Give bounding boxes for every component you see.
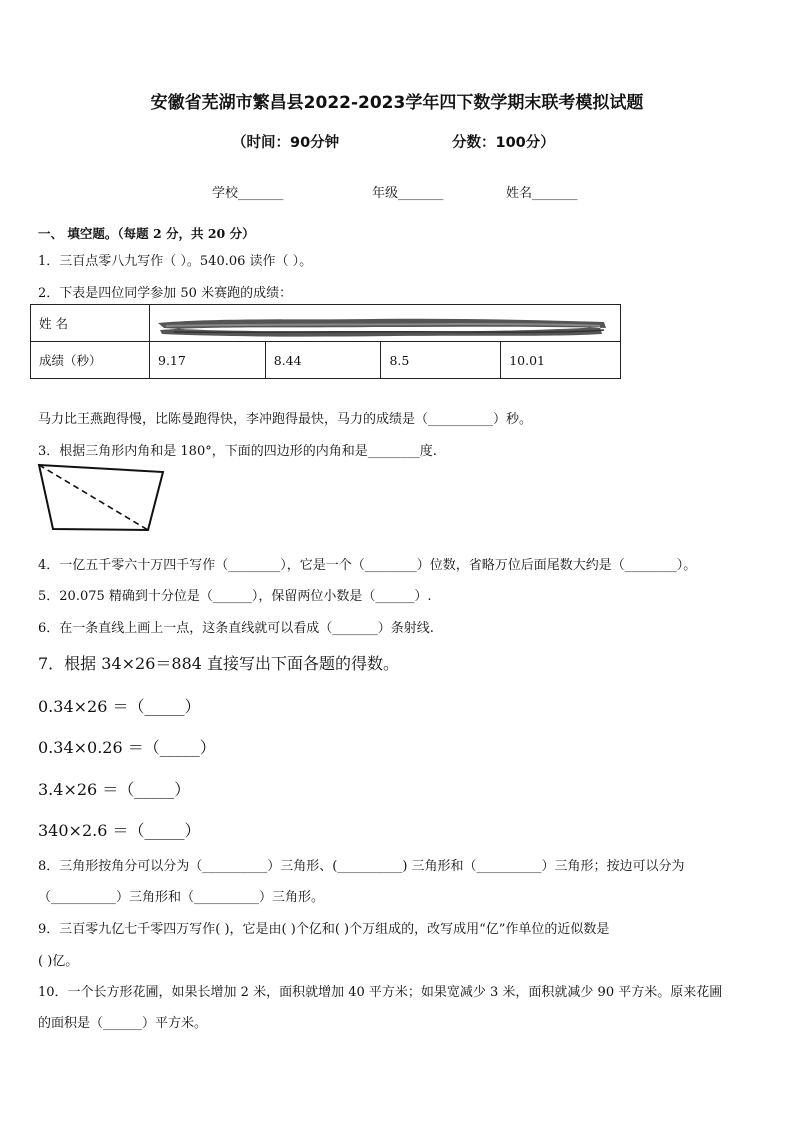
- school-field[interactable]: 学校_______: [212, 186, 284, 201]
- question-2-text: 马力比王燕跑得慢，比陈曼跑得快，李冲跑得最快，马力的成绩是（__________）秒。: [38, 412, 533, 427]
- grade-field[interactable]: 年级_______: [372, 186, 444, 201]
- question-5: 5．20.075 精确到十分位是（______），保留两位小数是（______）.: [38, 589, 432, 604]
- table-cell: 8.5: [381, 342, 501, 379]
- name-field[interactable]: 姓名_______: [506, 186, 578, 201]
- exam-score: 分数：100分）: [452, 135, 555, 151]
- question-7-intro: 7．根据 34×26＝884 直接写出下面各题的得数。: [38, 654, 400, 673]
- table-cell: 8.44: [265, 342, 381, 379]
- table-cell: 9.17: [150, 342, 266, 379]
- question-10-line2: 的面积是（______）平方米。: [38, 1016, 208, 1031]
- table-cell: 10.01: [501, 342, 621, 379]
- question-3: 3．根据三角形内角和是 180°，下面的四边形的内角和是________度.: [38, 444, 437, 459]
- question-2-intro: 2．下表是四位同学参加 50 米赛跑的成绩：: [38, 286, 293, 301]
- table-row: [31, 342, 621, 379]
- question-6: 6．在一条直线上画上一点，这条直线就可以看成（_______）条射线.: [38, 621, 434, 636]
- quadrilateral-figure: [36, 462, 168, 534]
- section-heading: 一、 填空题。（每题 2 分，共 20 分）: [38, 226, 255, 241]
- question-8-line2: （__________）三角形和（__________）三角形。: [38, 890, 325, 905]
- table-header-name: 姓 名: [31, 305, 150, 342]
- question-7c: 3.4×26 ＝（_____）: [38, 780, 191, 799]
- question-7d: 340×2.6 ＝（_____）: [38, 821, 201, 840]
- exam-time: （时间：90分钟: [232, 135, 340, 151]
- redaction-scribble: [154, 315, 608, 341]
- question-1: 1．三百点零八九写作（ ）。540.06 读作（ ）。: [38, 254, 313, 269]
- table-header-score: 成绩（秒）: [31, 342, 150, 379]
- page-title: 安徽省芜湖市繁昌县2022-2023学年四下数学期末联考模拟试题: [150, 93, 644, 113]
- question-8-line1: 8．三角形按角分可以分为（__________）三角形、(__________) 三角形和（__________）三角形；按边可以分为: [38, 859, 685, 874]
- question-9-line1: 9．三百零九亿七千零四万写作( )，它是由( )个亿和( )个万组成的，改写成用“亿”作单位的近似数是: [38, 922, 610, 937]
- question-4: 4．一亿五千零六十万四千写作（________），它是一个（________）位数，省略万位后面尾数大约是（________）。: [38, 558, 697, 573]
- question-10-line1: 10．一个长方形花圃，如果长增加 2 米，面积就增加 40 平方米；如果宽减少 3 米，面积就减少 90 平方米。原来花圃: [38, 985, 723, 1000]
- question-7a: 0.34×26 ＝（_____）: [38, 697, 201, 716]
- question-7b: 0.34×0.26 ＝（_____）: [38, 738, 216, 757]
- question-9-line2: ( )亿。: [38, 954, 79, 969]
